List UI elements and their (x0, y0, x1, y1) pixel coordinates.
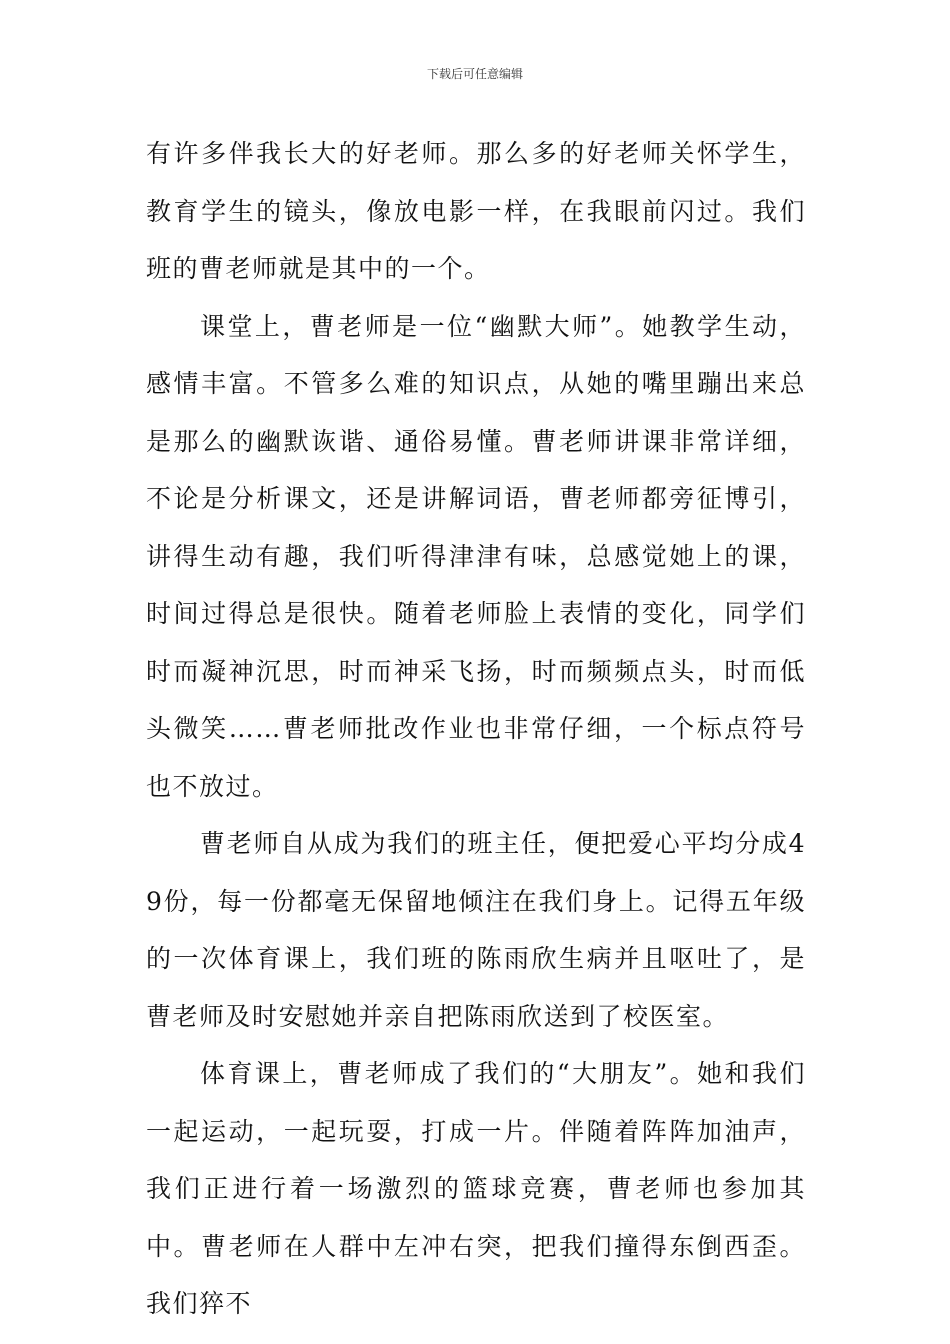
paragraph-2: 课堂上，曹老师是一位“幽默大师”。她教学生动，感情丰富。不管多么难的知识点，从她的嘴里蹦出来总是那么的幽默诙谐、通俗易懂。曹老师讲课非常详细，不论是分析课文，还是讲解词语，曹老师都旁征博引，讲得生动有趣，我们听得津津有味，总感觉她上的课，时间过得总是很快。随着老师脸上表情的变化，同学们时而凝神沉思，时而神采飞扬，时而频频点头，时而低头微笑……曹老师批改作业也非常仔细，一个标点符号也不放过。 (146, 311, 806, 801)
paragraph-1: 有许多伴我长大的好老师。那么多的好老师关怀学生，教育学生的镜头，像放电影一样，在我眼前闪过。我们班的曹老师就是其中的一个。 (146, 139, 806, 283)
document-body (146, 125, 806, 1333)
page-header: 下载后可任意编辑 (426, 67, 523, 81)
paragraph-4: 体育课上，曹老师成了我们的“大朋友”。她和我们一起运动，一起玩耍，打成一片。伴随着阵阵加油声，我们正进行着一场激烈的篮球竞赛，曹老师也参加其中。曹老师在人群中左冲右突，把我们撞得东倒西歪。我们猝不 (146, 1059, 806, 1318)
paragraph-3: 曹老师自从成为我们的班主任，便把爱心平均分成49份，每一份都毫无保留地倾注在我们身上。记得五年级的一次体育课上，我们班的陈雨欣生病并且呕吐了，是曹老师及时安慰她并亲自把陈雨欣送到了校医室。 (146, 829, 806, 1031)
